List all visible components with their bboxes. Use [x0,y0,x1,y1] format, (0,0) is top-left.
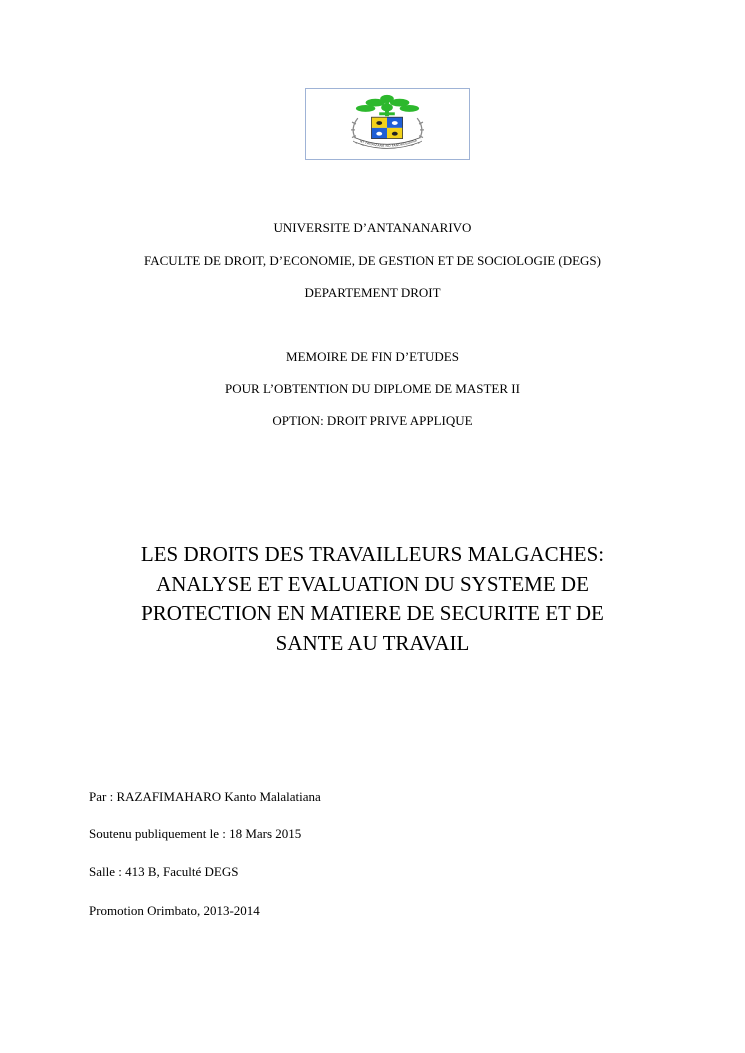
room-line: Salle : 413 B, Faculté DEGS [89,864,239,879]
thesis-option: OPTION: DROIT PRIVE APPLIQUE [272,413,473,428]
university-logo [305,88,470,160]
thesis-type: MEMOIRE DE FIN D’ETUDES [286,349,459,364]
author-line: Par : RAZAFIMAHARO Kanto Malalatiana [89,789,321,804]
department-name: DEPARTEMENT DROIT [304,285,441,300]
tree-icon [356,95,419,116]
motto-ribbon-icon [354,138,421,148]
faculty-name: FACULTE DE DROIT, D’ECONOMIE, DE GESTION ET DE SOCIOLOGIE (DEGS) [143,253,601,268]
thesis-title [90,540,655,658]
university-name: UNIVERSITE D’ANTANANARIVO [273,220,472,235]
thesis-title-line: LES DROITS DES TRAVAILLEURS MALGACHES: [140,542,605,566]
thesis-purpose: POUR L’OBTENTION DU DIPLOME DE MASTER II [225,381,520,396]
thesis-title-line: PROTECTION EN MATIERE DE SECURITE ET DE [141,601,604,625]
logo-motto: NY FAHAIZANA NO FANDROSOANA [359,138,418,148]
shield-icon [371,117,402,138]
defense-date-line: Soutenu publiquement le : 18 Mars 2015 [89,826,302,841]
thesis-title-line: ANALYSE ET EVALUATION DU SYSTEME DE [156,571,589,596]
thesis-title-line: SANTE AU TRAVAIL [275,630,470,655]
university-emblem-icon [306,89,469,159]
promotion-line: Promotion Orimbato, 2013-2014 [89,903,260,918]
